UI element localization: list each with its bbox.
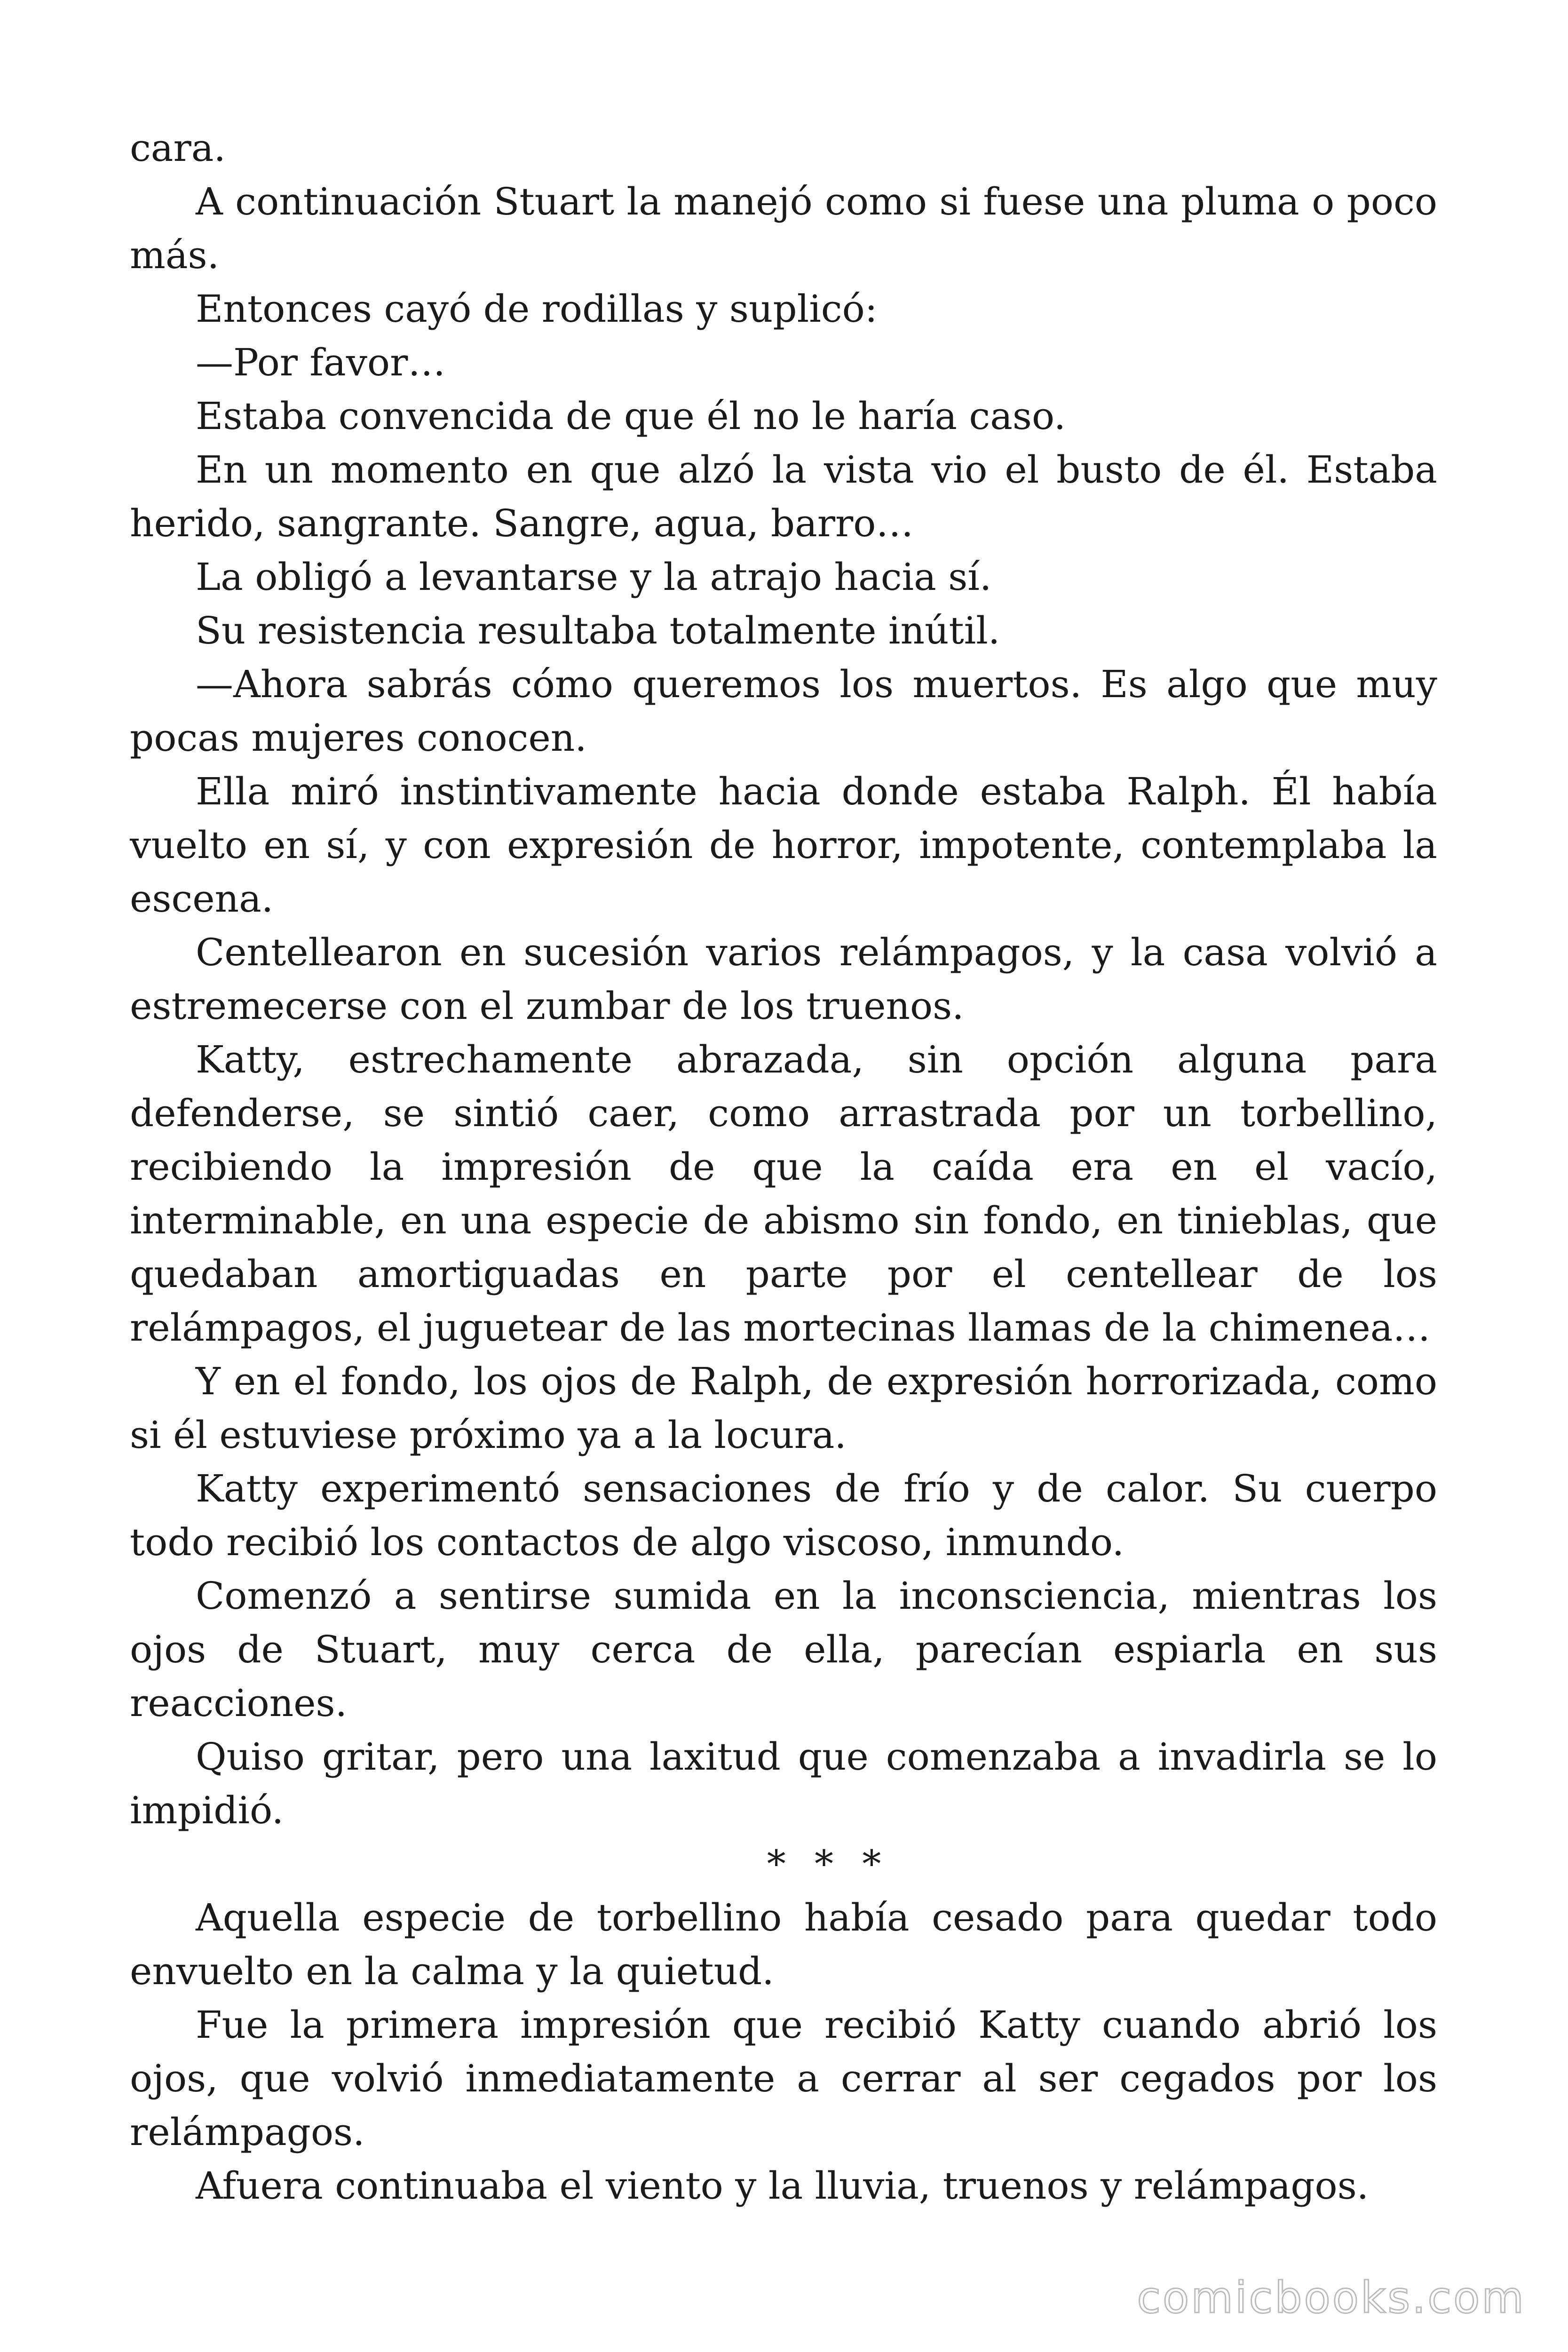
- paragraph-15: Quiso gritar, pero una laxitud que comenzaba a invadirla se lo impidió.: [130, 1735, 1437, 1832]
- paragraph-after-1: Fue la primera impresión que recibió Katty cuando abrió los ojos, que volvió inmediatamente a cerrar al ser cegados por los relámpagos.: [130, 2003, 1437, 2154]
- paragraph-12: Y en el fondo, los ojos de Ralph, de expresión horrorizada, como si él estuviese próximo ya a la locura.: [130, 1359, 1437, 1457]
- paragraph-2: Entonces cayó de rodillas y suplicó:: [196, 287, 878, 331]
- paragraph-after-2: Afuera continuaba el viento y la lluvia, truenos y relámpagos.: [196, 2164, 1369, 2208]
- scene-break-separator: * * *: [767, 1842, 890, 1886]
- paragraph-13: Katty experimentó sensaciones de frío y de calor. Su cuerpo todo recibió los contactos de algo viscoso, inmundo.: [130, 1467, 1437, 1564]
- paragraph-4: Estaba convencida de que él no le haría caso.: [196, 394, 1066, 438]
- paragraph-1: A continuación Stuart la manejó como si fuese una pluma o poco más.: [130, 180, 1437, 277]
- paragraph-5: En un momento en que alzó la vista vio el busto de él. Estaba herido, sangrante. Sangre, agua, barro…: [130, 448, 1437, 545]
- paragraph-6: La obligó a levantarse y la atrajo hacia sí.: [196, 555, 992, 599]
- paragraph-11: Katty, estrechamente abrazada, sin opción alguna para defenderse, se sintió caer, como arrastrada por un torbellino, recibiendo la impresión de que la caída era en el vacío, interminable, en una especie de abismo sin fondo, en tinieblas, que quedaban amortiguadas en parte por el centellear de los relámpagos, el juguetear de las mortecinas llamas de la chimenea…: [130, 1038, 1437, 1350]
- paragraph-10: Centellearon en sucesión varios relámpagos, y la casa volvió a estremecerse con el zumbar de los truenos.: [130, 930, 1437, 1028]
- paragraph-after-0: Aquella especie de torbellino había cesado para quedar todo envuelto en la calma y la quietud.: [130, 1896, 1437, 1993]
- paragraph-3: —Por favor…: [196, 341, 446, 384]
- paragraph-7: Su resistencia resultaba totalmente inútil.: [196, 609, 1000, 652]
- paragraph-8: —Ahora sabrás cómo queremos los muertos. Es algo que muy pocas mujeres conocen.: [130, 662, 1437, 760]
- watermark-logo: comicbooks.com: [1137, 2273, 1526, 2323]
- paragraph-0: cara.: [130, 126, 226, 170]
- paragraph-14: Comenzó a sentirse sumida en la inconsciencia, mientras los ojos de Stuart, muy cerca de ella, parecían espiarla en sus reacciones.: [130, 1574, 1437, 1725]
- page-body: [130, 121, 1437, 2213]
- paragraph-9: Ella miró instintivamente hacia donde estaba Ralph. Él había vuelto en sí, y con expresión de horror, impotente, contemplaba la escena.: [130, 770, 1437, 921]
